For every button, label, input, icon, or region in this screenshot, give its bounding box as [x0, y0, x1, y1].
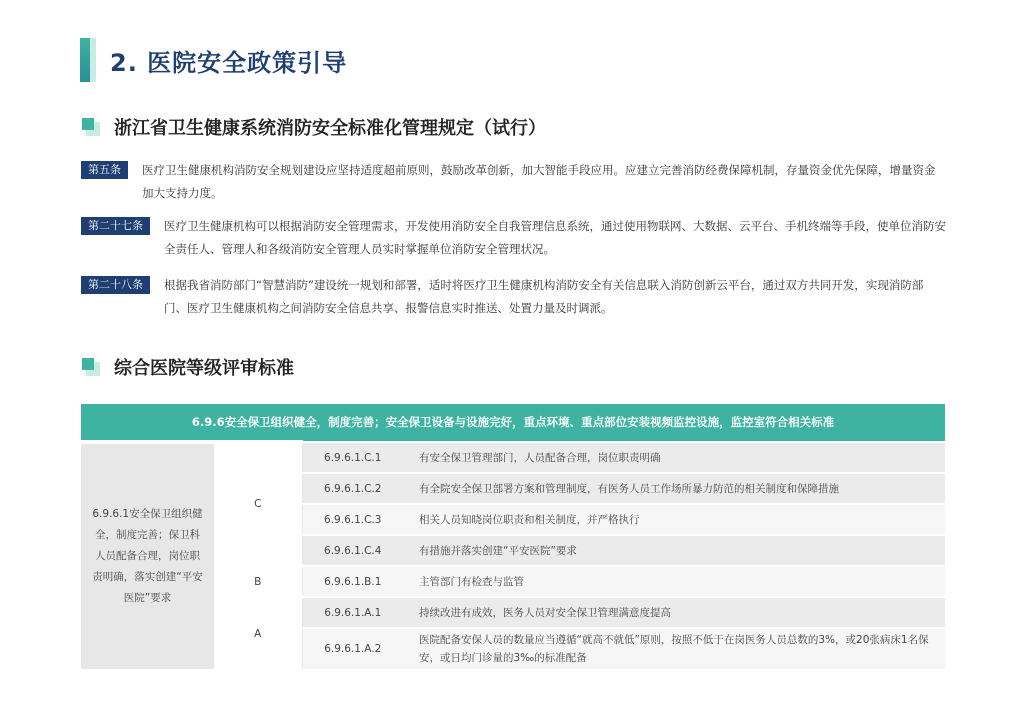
level-cell-a: A — [214, 597, 302, 669]
square-bullet-icon — [82, 358, 100, 376]
table-row — [81, 442, 945, 473]
article-item — [81, 274, 946, 320]
item-desc: 相关人员知晓岗位职责和相关制度，并严格执行 — [403, 504, 945, 535]
section-title-standard: 综合医院等级评审标准 — [114, 358, 294, 379]
item-desc: 有安全保卫管理部门，人员配备合理，岗位职责明确 — [403, 442, 945, 473]
standards-table — [81, 404, 945, 669]
page-title: 2. 医院安全政策引导 — [110, 48, 348, 77]
item-desc: 持续改进有成效，医务人员对安全保卫管理满意度提高 — [403, 597, 945, 628]
article-text: 医疗卫生健康机构消防安全规划建设应坚持适度超前原则，鼓励改革创新，加大智能手段应用。应建立完善消防经费保障机制，存量资金优先保障，增量资金加大支持力度。 — [142, 163, 936, 200]
main-item-cell: 6.9.6.1安全保卫组织健全，制度完善；保卫科人员配备合理，岗位职责明确，落实创建“平安医院”要求 — [81, 442, 214, 669]
page-title-block — [80, 38, 347, 82]
table-header: 6.9.6安全保卫组织健全，制度完善；安全保卫设备与设施完好，重点环境、重点部位安装视频监控设施，监控室符合相关标准 — [81, 404, 945, 442]
item-code: 6.9.6.1.A.1 — [302, 597, 403, 628]
level-cell-c: C — [214, 442, 302, 566]
article-badge: 第二十七条 — [81, 217, 150, 235]
square-bullet-icon — [82, 118, 100, 136]
item-code: 6.9.6.1.C.1 — [302, 442, 403, 473]
item-code: 6.9.6.1.C.4 — [302, 535, 403, 566]
title-accent-bar — [80, 38, 90, 82]
section-heading-standard — [82, 354, 294, 380]
item-code: 6.9.6.1.C.2 — [302, 473, 403, 504]
article-text: 根据我省消防部门“智慧消防”建设统一规划和部署，适时将医疗卫生健康机构消防安全有关信息联入消防创新云平台，通过双方共同开发，实现消防部门、医疗卫生健康机构之间消防安全信息共享、报警信息实时推送、处置力量及时调派。 — [164, 278, 924, 315]
article-item — [81, 159, 946, 205]
item-code: 6.9.6.1.A.2 — [302, 628, 403, 669]
item-desc: 有措施并落实创建“平安医院”要求 — [403, 535, 945, 566]
section-title-regulation: 浙江省卫生健康系统消防安全标准化管理规定（试行） — [114, 118, 546, 139]
section-heading-regulation — [82, 114, 546, 140]
article-text: 医疗卫生健康机构可以根据消防安全管理需求，开发使用消防安全自我管理信息系统，通过使用物联网、大数据、云平台、手机终端等手段，使单位消防安全责任人、管理人和各级消防安全管理人员实时掌握单位消防安全管理状况。 — [164, 219, 946, 256]
article-badge: 第五条 — [81, 161, 128, 179]
item-desc: 医院配备安保人员的数量应当遵循“就高不就低”原则，按照不低于在岗医务人员总数的3%，或20张病床1名保安，或日均门诊量的3‰的标准配备 — [403, 628, 945, 669]
item-code: 6.9.6.1.C.3 — [302, 504, 403, 535]
level-cell-b: B — [214, 566, 302, 597]
item-desc: 主管部门有检查与监管 — [403, 566, 945, 597]
item-code: 6.9.6.1.B.1 — [302, 566, 403, 597]
item-desc: 有全院安全保卫部署方案和管理制度，有医务人员工作场所暴力防范的相关制度和保障措施 — [403, 473, 945, 504]
article-item — [81, 215, 946, 261]
article-badge: 第二十八条 — [81, 276, 150, 294]
